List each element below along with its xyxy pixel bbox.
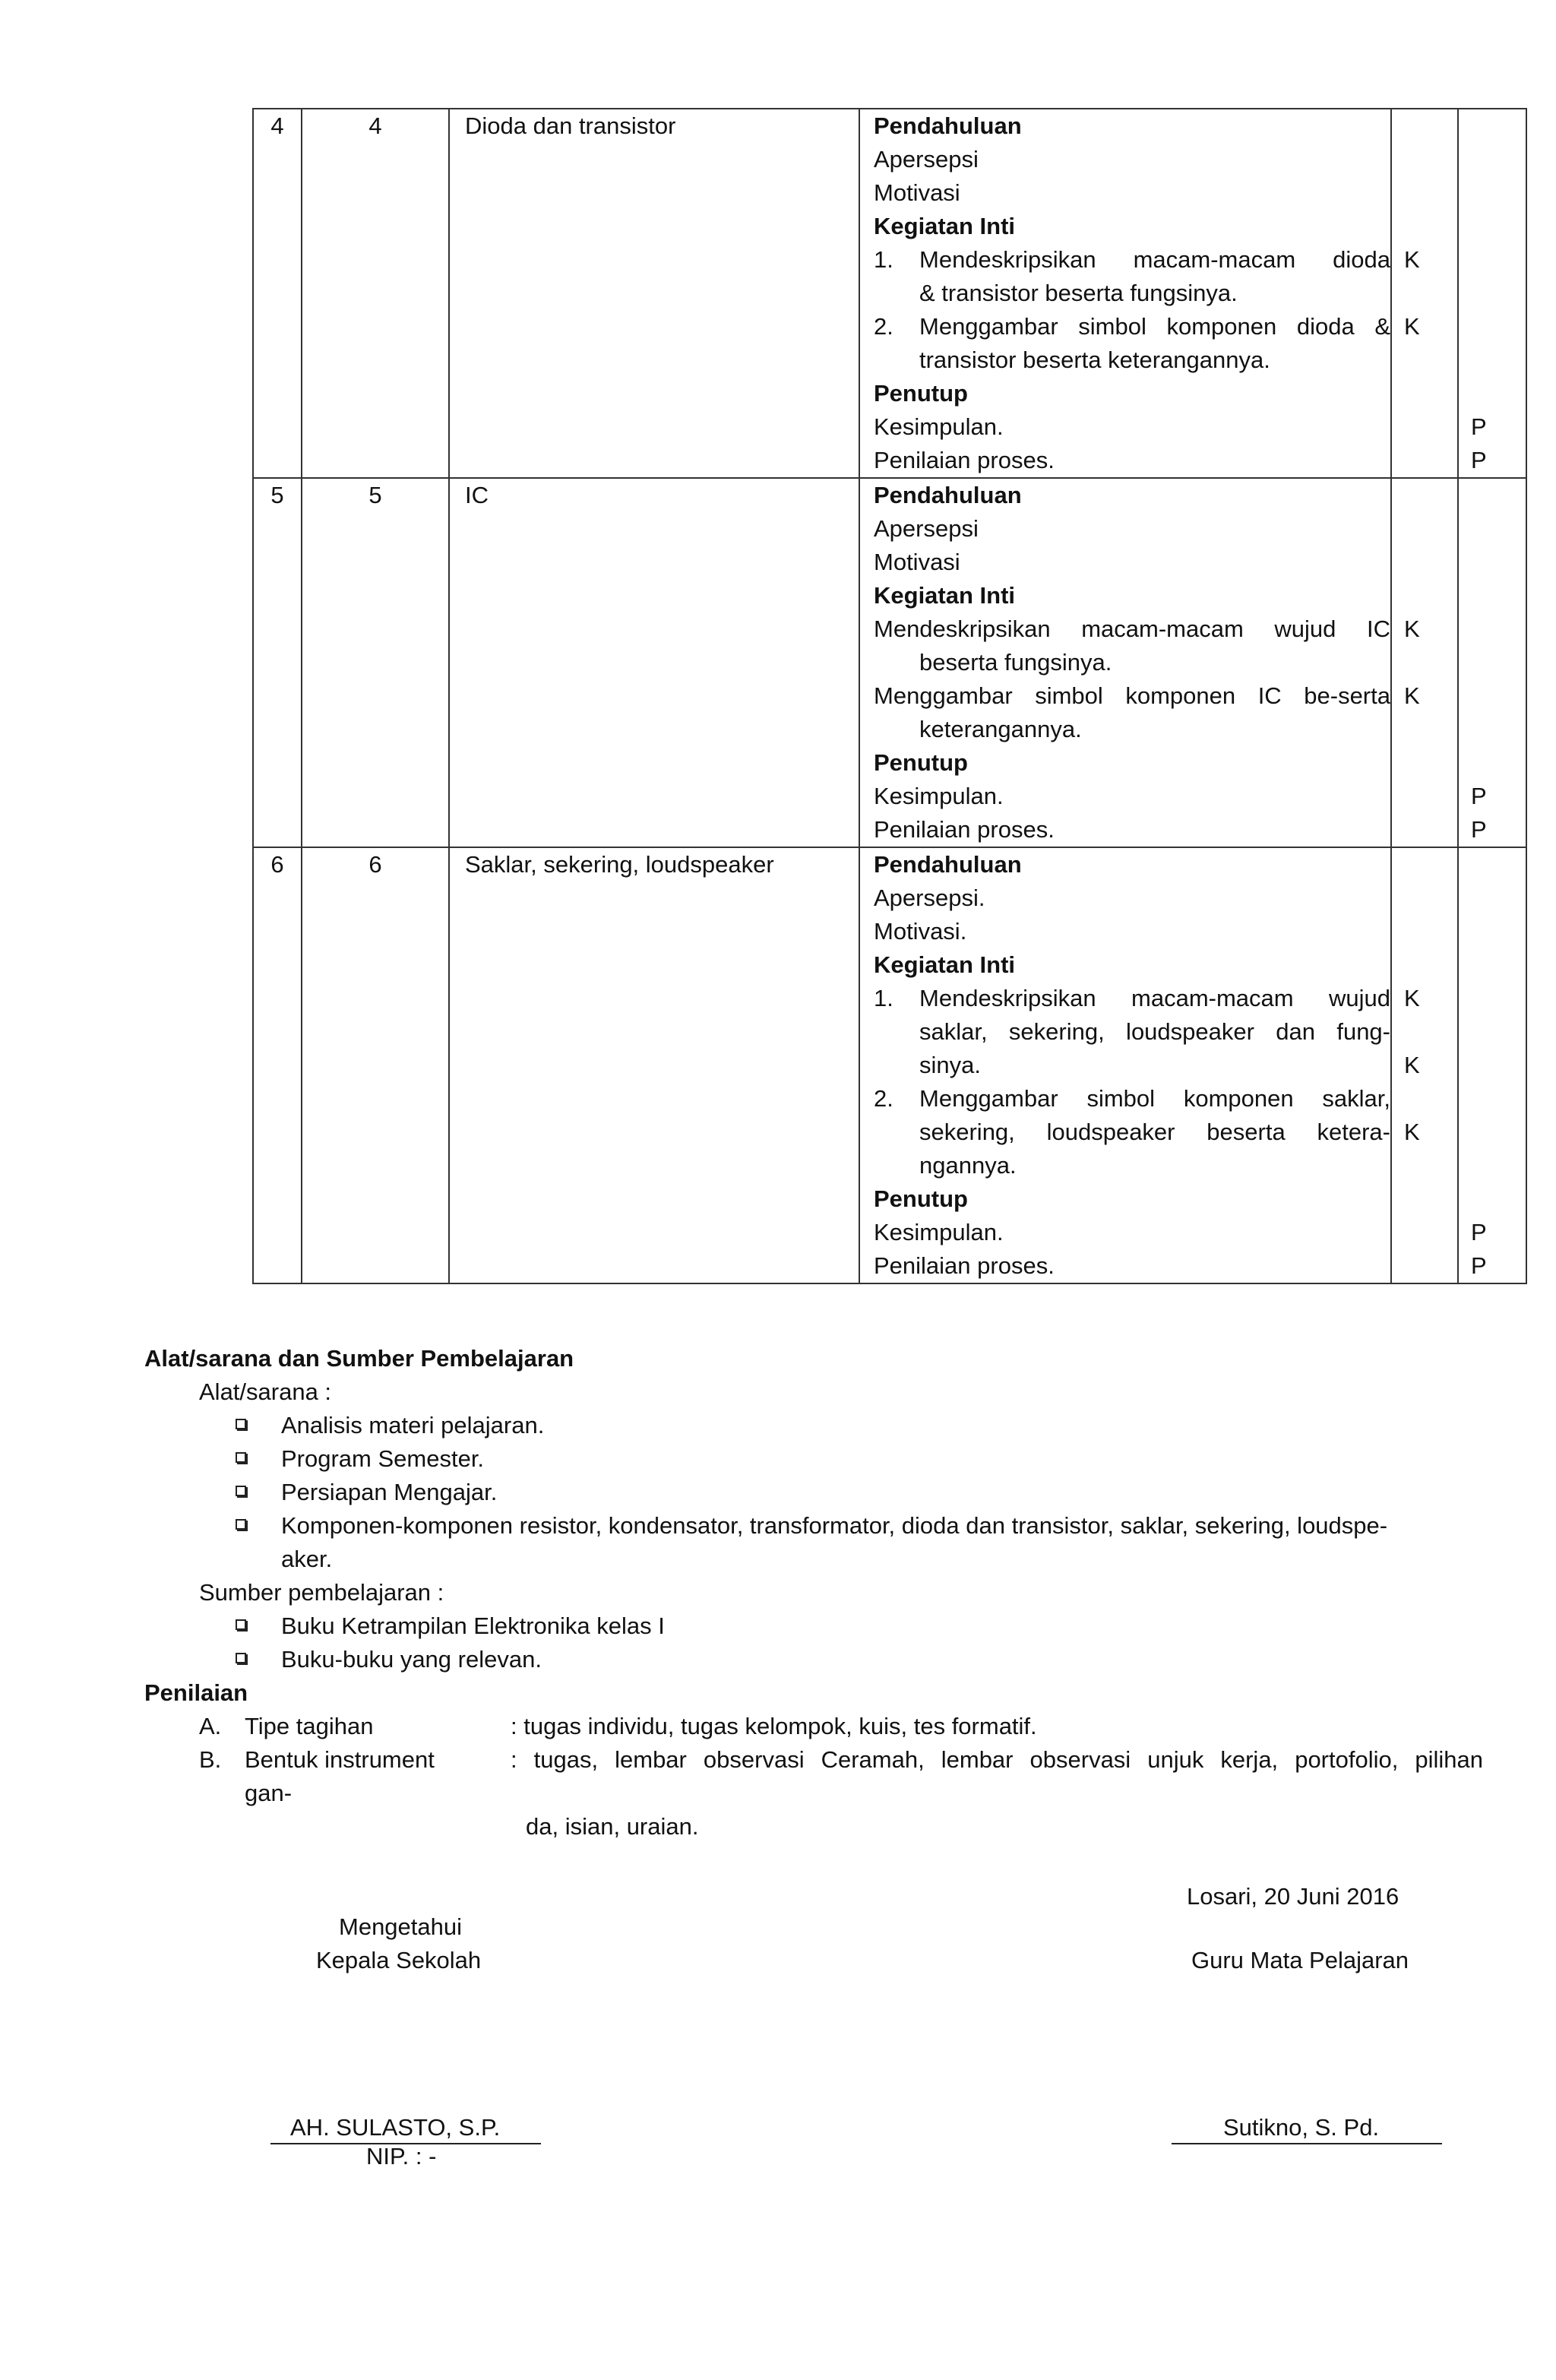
k-mark [1404,1015,1457,1049]
p-mark [1471,746,1526,780]
k-mark [1404,109,1457,143]
k-mark [1404,1149,1457,1182]
p-mark [1471,109,1526,143]
checkbox-bullet-icon [236,1442,281,1476]
activity-number: 1. [874,246,893,273]
row-number: 4 [270,112,284,139]
activity-line: Kesimpulan. [874,1219,1004,1245]
activity-heading: Penutup [874,1185,968,1212]
k-mark [1404,813,1457,847]
activity-line: Penilaian proses. [874,816,1055,843]
k-mark: K [1404,313,1420,340]
kepala-sekolah-label: Kepala Sekolah [316,1947,482,1973]
k-mark [1404,377,1457,410]
penilaian-b-letter: B. [199,1746,222,1773]
k-mark [1404,915,1457,948]
activity-number: 1. [874,985,893,1011]
activity-line: Menggambar simbol komponen saklar, [919,1085,1390,1112]
activity-line: Motivasi. [874,918,967,945]
k-mark: K [1404,616,1420,642]
activity-number: 2. [874,1085,893,1112]
sumber-list [236,1609,1489,1676]
p-mark: P [1471,413,1487,440]
numbered-activity [874,310,1390,377]
material-cell [449,478,859,847]
p-mark [1471,848,1526,881]
activity-line: & transistor beserta fungsinya. [919,280,1238,306]
k-mark [1404,210,1457,243]
activity-heading: Penutup [874,380,968,407]
p-mark [1471,546,1526,579]
k-mark [1404,546,1457,579]
p-mark [1471,1116,1526,1149]
meeting-number-cell [302,109,449,478]
k-mark [1404,780,1457,813]
k-mark [1404,410,1457,444]
activity-line: Penilaian proses. [874,447,1055,473]
p-mark: P [1471,783,1487,809]
p-column-cell [1458,478,1526,847]
checkbox-bullet-icon [236,1409,281,1442]
activity-line: Apersepsi [874,146,979,172]
k-mark [1404,444,1457,477]
penilaian-a-letter: A. [199,1713,222,1739]
k-mark [1404,277,1457,310]
list-item: Buku Ketrampilan Elektronika kelas I [236,1609,1489,1643]
p-mark: P [1471,816,1487,843]
penilaian-b-label: Bentuk instrument [245,1746,435,1773]
p-mark [1471,176,1526,210]
k-mark [1404,343,1457,377]
k-mark [1404,848,1457,881]
p-mark [1471,377,1526,410]
teacher-name: Sutikno, S. Pd. [1223,2114,1380,2141]
meeting-number: 4 [368,112,382,139]
k-mark [1404,479,1457,512]
table-row [253,109,1526,478]
k-mark [1404,1082,1457,1116]
k-mark: K [1404,985,1420,1011]
sumber-label: Sumber pembelajaran : [199,1579,444,1606]
p-mark [1471,948,1526,982]
activity-line: transistor beserta keterangannya. [919,347,1270,373]
p-mark [1471,277,1526,310]
activities-cell [859,109,1391,478]
meeting-number: 5 [368,482,382,508]
k-mark [1404,1182,1457,1216]
p-mark [1471,915,1526,948]
penilaian-a-value: : tugas individu, tugas kelompok, kuis, tes formatif. [511,1713,1037,1739]
list-item: Persiapan Mengajar. [236,1476,1489,1509]
k-mark: K [1404,682,1420,709]
list-item: Buku-buku yang relevan. [236,1643,1489,1676]
activity-line: keterangannya. [919,716,1082,742]
checkbox-bullet-icon [236,1509,281,1543]
meeting-number-cell [302,478,449,847]
activity-line: Kesimpulan. [874,413,1004,440]
penilaian-b-value: : tugas, lembar observasi Ceramah, lembar observasi unjuk kerja, portofolio, pilihan [511,1746,1483,1773]
alat-heading: Alat/sarana dan Sumber Pembelajaran [144,1345,574,1372]
numbered-activity [874,982,1390,1082]
activity-line: Mendeskripsikan macam-macam wujud [919,985,1390,1011]
activity-line: ngannya. [919,1152,1017,1179]
mengetahui-label: Mengetahui [339,1913,463,1940]
activity-line: beserta fungsinya. [919,649,1112,676]
p-mark [1471,1015,1526,1049]
lesson-plan-table [252,108,1527,1284]
material-topic: IC [465,482,489,508]
row-number: 6 [270,851,284,878]
p-mark [1471,1082,1526,1116]
activity-line: Menggambar simbol komponen IC be-serta [874,682,1390,709]
activity-heading: Penutup [874,749,968,776]
activity-heading: Pendahuluan [874,482,1022,508]
headmaster-nip: NIP. : - [366,2143,437,2170]
material-cell [449,847,859,1283]
p-mark [1471,210,1526,243]
meeting-number-cell [302,847,449,1283]
k-mark [1404,143,1457,176]
guru-role-label: Guru Mata Pelajaran [1191,1947,1409,1973]
p-mark [1471,982,1526,1015]
p-mark: P [1471,1219,1487,1245]
sarana-label: Alat/sarana : [199,1378,332,1405]
k-mark: K [1404,246,1420,273]
activity-line: Motivasi [874,549,960,575]
p-mark [1471,479,1526,512]
checkbox-bullet-icon [236,1643,281,1676]
p-mark [1471,881,1526,915]
p-mark [1471,612,1526,646]
k-mark [1404,579,1457,612]
k-mark [1404,746,1457,780]
p-mark: P [1471,1252,1487,1279]
table-row [253,847,1526,1283]
list-item: Program Semester. [236,1442,1489,1476]
place-date: Losari, 20 Juni 2016 [1187,1883,1399,1910]
p-mark [1471,243,1526,277]
activity-line: saklar, sekering, loudspeaker dan fung- [919,1018,1390,1045]
activity-line: Motivasi [874,179,960,206]
p-mark [1471,713,1526,746]
k-column-cell [1391,478,1458,847]
activity-line: Kesimpulan. [874,783,1004,809]
p-mark [1471,143,1526,176]
k-mark: K [1404,1119,1420,1145]
material-topic: Dioda dan transistor [465,112,676,139]
activity-line: sinya. [919,1052,981,1078]
activity-line: Apersepsi [874,515,979,542]
activities-cell [859,478,1391,847]
p-mark: P [1471,447,1487,473]
activity-line: Mendeskripsikan macam-macam dioda [919,246,1390,273]
list-item: Analisis materi pelajaran. [236,1409,1489,1442]
p-mark [1471,1149,1526,1182]
penilaian-b-cont: gan- [245,1780,293,1806]
row-number-cell [253,478,302,847]
p-column-cell [1458,847,1526,1283]
headmaster-name: AH. SULASTO, S.P. [290,2114,501,2141]
activity-heading: Kegiatan Inti [874,582,1016,609]
activity-line: Menggambar simbol komponen dioda & [919,313,1390,340]
activity-heading: Kegiatan Inti [874,213,1016,239]
list-item: Komponen-komponen resistor, kondensator, transformator, dioda dan transistor, saklar, sekering, loudspe- [236,1509,1489,1543]
p-mark [1471,310,1526,343]
k-mark [1404,176,1457,210]
k-mark [1404,1249,1457,1283]
activity-heading: Kegiatan Inti [874,951,1016,978]
material-topic: Saklar, sekering, loudspeaker [465,851,774,878]
p-mark [1471,512,1526,546]
meeting-number: 6 [368,851,382,878]
p-mark [1471,1049,1526,1082]
k-column-cell [1391,847,1458,1283]
p-column-cell [1458,109,1526,478]
teacher-signature-line [1172,2143,1442,2144]
checkbox-bullet-icon [236,1476,281,1509]
p-mark [1471,343,1526,377]
activity-number: 2. [874,313,893,340]
activities-cell [859,847,1391,1283]
sarana-list [236,1409,1489,1576]
activity-heading: Pendahuluan [874,851,1022,878]
k-column-cell [1391,109,1458,478]
material-cell [449,109,859,478]
table-row [253,478,1526,847]
k-mark [1404,948,1457,982]
p-mark [1471,646,1526,679]
k-mark [1404,713,1457,746]
p-mark [1471,579,1526,612]
activity-line: Penilaian proses. [874,1252,1055,1279]
list-item-continuation: aker. [281,1546,333,1572]
checkbox-bullet-icon [236,1609,281,1643]
row-number-cell [253,109,302,478]
numbered-activity [874,1082,1390,1182]
k-mark [1404,1216,1457,1249]
activity-line: sekering, loudspeaker beserta ketera- [919,1119,1390,1145]
k-mark [1404,646,1457,679]
p-mark [1471,1182,1526,1216]
p-mark [1471,679,1526,713]
penilaian-a-label: Tipe tagihan [245,1713,374,1739]
k-mark [1404,512,1457,546]
k-mark [1404,881,1457,915]
row-number-cell [253,847,302,1283]
activity-line: Apersepsi. [874,885,985,911]
k-mark: K [1404,1052,1420,1078]
penilaian-b-value2: da, isian, uraian. [526,1813,699,1840]
numbered-activity [874,243,1390,310]
activity-heading: Pendahuluan [874,112,1022,139]
penilaian-heading: Penilaian [144,1679,248,1706]
row-number: 5 [270,482,284,508]
activity-line: Mendeskripsikan macam-macam wujud IC [874,616,1390,642]
